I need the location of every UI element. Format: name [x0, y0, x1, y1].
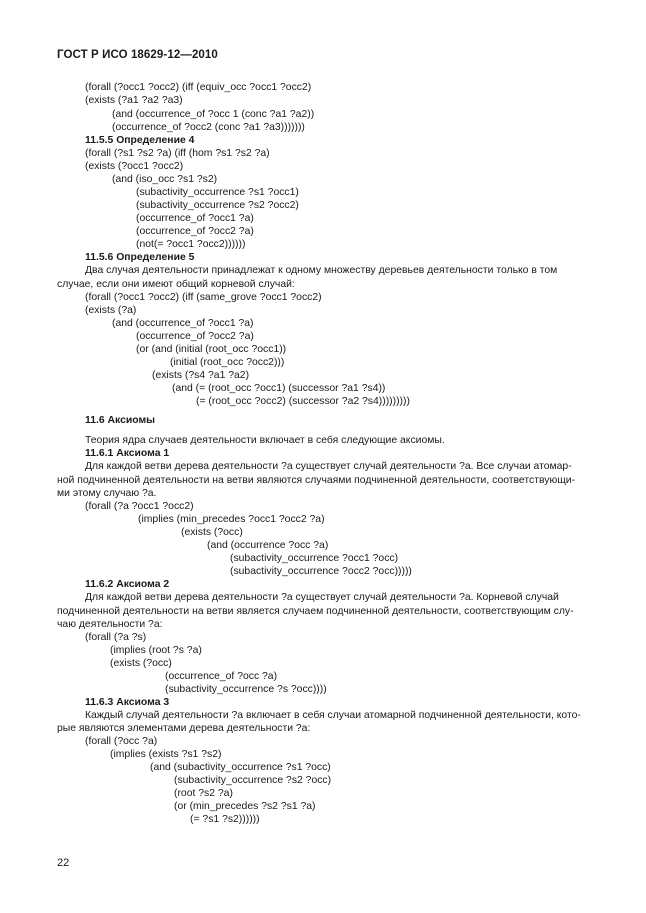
- text-line: Теория ядра случаев деятельности включает в себя следующие аксиомы.: [85, 435, 445, 446]
- text-line: (subactivity_occurrence ?s2 ?occ): [174, 775, 332, 786]
- page-number: 22: [57, 857, 70, 869]
- text-line: (exists (?a): [85, 305, 137, 316]
- text-line: (and (occurrence_of ?occ 1 (conc ?a1 ?a2)): [112, 109, 315, 120]
- text-line: (forall (?occ1 ?occ2) (iff (equiv_occ ?occ1 ?occ2): [85, 82, 312, 93]
- text-line: (root ?s2 ?a): [174, 788, 233, 799]
- text-line: (and (occurrence_of ?occ1 ?a): [112, 318, 254, 329]
- text-line: (and (iso_occ ?s1 ?s2): [112, 174, 218, 185]
- text-line: (occurrence_of ?occ ?a): [165, 671, 278, 682]
- text-line: (forall (?a ?occ1 ?occ2): [85, 501, 194, 512]
- text-line: (subactivity_occurrence ?s2 ?occ2): [136, 200, 299, 211]
- text-line: (= ?s1 ?s2)))))): [190, 814, 260, 825]
- text-line: (exists (?occ1 ?occ2): [85, 161, 184, 172]
- text-line: (= (root_occ ?occ2) (successor ?a2 ?s4))))))))): [196, 396, 410, 407]
- text-line: Для каждой ветви дерева деятельности ?a существует случай деятельности ?a. Все случаи атомар-: [85, 461, 572, 472]
- text-line: (subactivity_occurrence ?occ2 ?occ))))): [230, 566, 412, 577]
- text-line: ной подчиненной деятельности на ветви являются случаями подчиненной деятельности, соответствующи-: [57, 475, 576, 486]
- text-line: (implies (root ?s ?a): [110, 645, 202, 656]
- text-line: Каждый случай деятельности ?a включает в себя случаи атомарной подчиненной деятельности, кото-: [85, 710, 581, 721]
- section-heading: 11.6.2 Аксиома 2: [85, 579, 170, 590]
- text-line: (exists (?occ): [110, 658, 172, 669]
- document-header: ГОСТ Р ИСО 18629-12—2010: [57, 49, 218, 61]
- section-heading: 11.5.5 Определение 4: [85, 135, 195, 146]
- text-line: (implies (min_precedes ?occ1 ?occ2 ?a): [138, 514, 325, 525]
- text-line: (or (min_precedes ?s2 ?s1 ?a): [174, 801, 316, 812]
- text-line: (forall (?occ1 ?occ2) (iff (same_grove ?occ1 ?occ2): [85, 292, 322, 303]
- section-heading: 11.5.6 Определение 5: [85, 252, 195, 263]
- text-line: (and (subactivity_occurrence ?s1 ?occ): [150, 762, 331, 773]
- text-line: случае, если они имеют общий корневой случай:: [57, 279, 295, 290]
- text-line: (forall (?occ ?a): [85, 736, 158, 747]
- text-line: чаю деятельности ?a:: [57, 619, 163, 630]
- text-line: (not(= ?occ1 ?occ2)))))): [136, 239, 246, 250]
- text-line: (occurrence_of ?occ2 (conc ?a1 ?a3))))))): [112, 122, 305, 133]
- text-line: Два случая деятельности принадлежат к одному множеству деревьев деятельности только в том: [85, 265, 558, 276]
- text-line: рые являются элементами дерева деятельности ?a:: [57, 723, 311, 734]
- text-line: (forall (?a ?s): [85, 632, 147, 643]
- text-line: (exists (?s4 ?a1 ?a2): [152, 370, 250, 381]
- text-line: ми этому случаю ?a.: [57, 488, 157, 499]
- text-line: (or (and (initial (root_occ ?occ1)): [136, 344, 287, 355]
- text-line: (and (occurrence ?occ ?a): [207, 540, 329, 551]
- text-line: (initial (root_occ ?occ2))): [170, 357, 285, 368]
- text-line: (occurrence_of ?occ1 ?a): [136, 213, 254, 224]
- text-line: подчиненной деятельности на ветви является случаем подчиненной деятельности, соответствующим слу-: [57, 606, 574, 617]
- section-heading: 11.6.3 Аксиома 3: [85, 697, 170, 708]
- text-line: Для каждой ветви дерева деятельности ?a существует случай деятельности ?a. Корневой случай: [85, 592, 559, 603]
- text-line: (subactivity_occurrence ?occ1 ?occ): [230, 553, 399, 564]
- text-line: (exists (?occ): [181, 527, 243, 538]
- text-line: (occurrence_of ?occ2 ?a): [136, 331, 254, 342]
- text-line: (subactivity_occurrence ?s1 ?occ1): [136, 187, 299, 198]
- section-heading: 11.6 Аксиомы: [85, 415, 156, 426]
- text-line: (occurrence_of ?occ2 ?a): [136, 226, 254, 237]
- section-heading: 11.6.1 Аксиома 1: [85, 448, 170, 459]
- text-line: (forall (?s1 ?s2 ?a) (iff (hom ?s1 ?s2 ?a): [85, 148, 270, 159]
- text-line: (and (= (root_occ ?occ1) (successor ?a1 ?s4)): [172, 383, 386, 394]
- text-line: (exists (?a1 ?a2 ?a3): [85, 95, 183, 106]
- text-line: (implies (exists ?s1 ?s2): [110, 749, 222, 760]
- text-line: (subactivity_occurrence ?s ?occ)))): [165, 684, 327, 695]
